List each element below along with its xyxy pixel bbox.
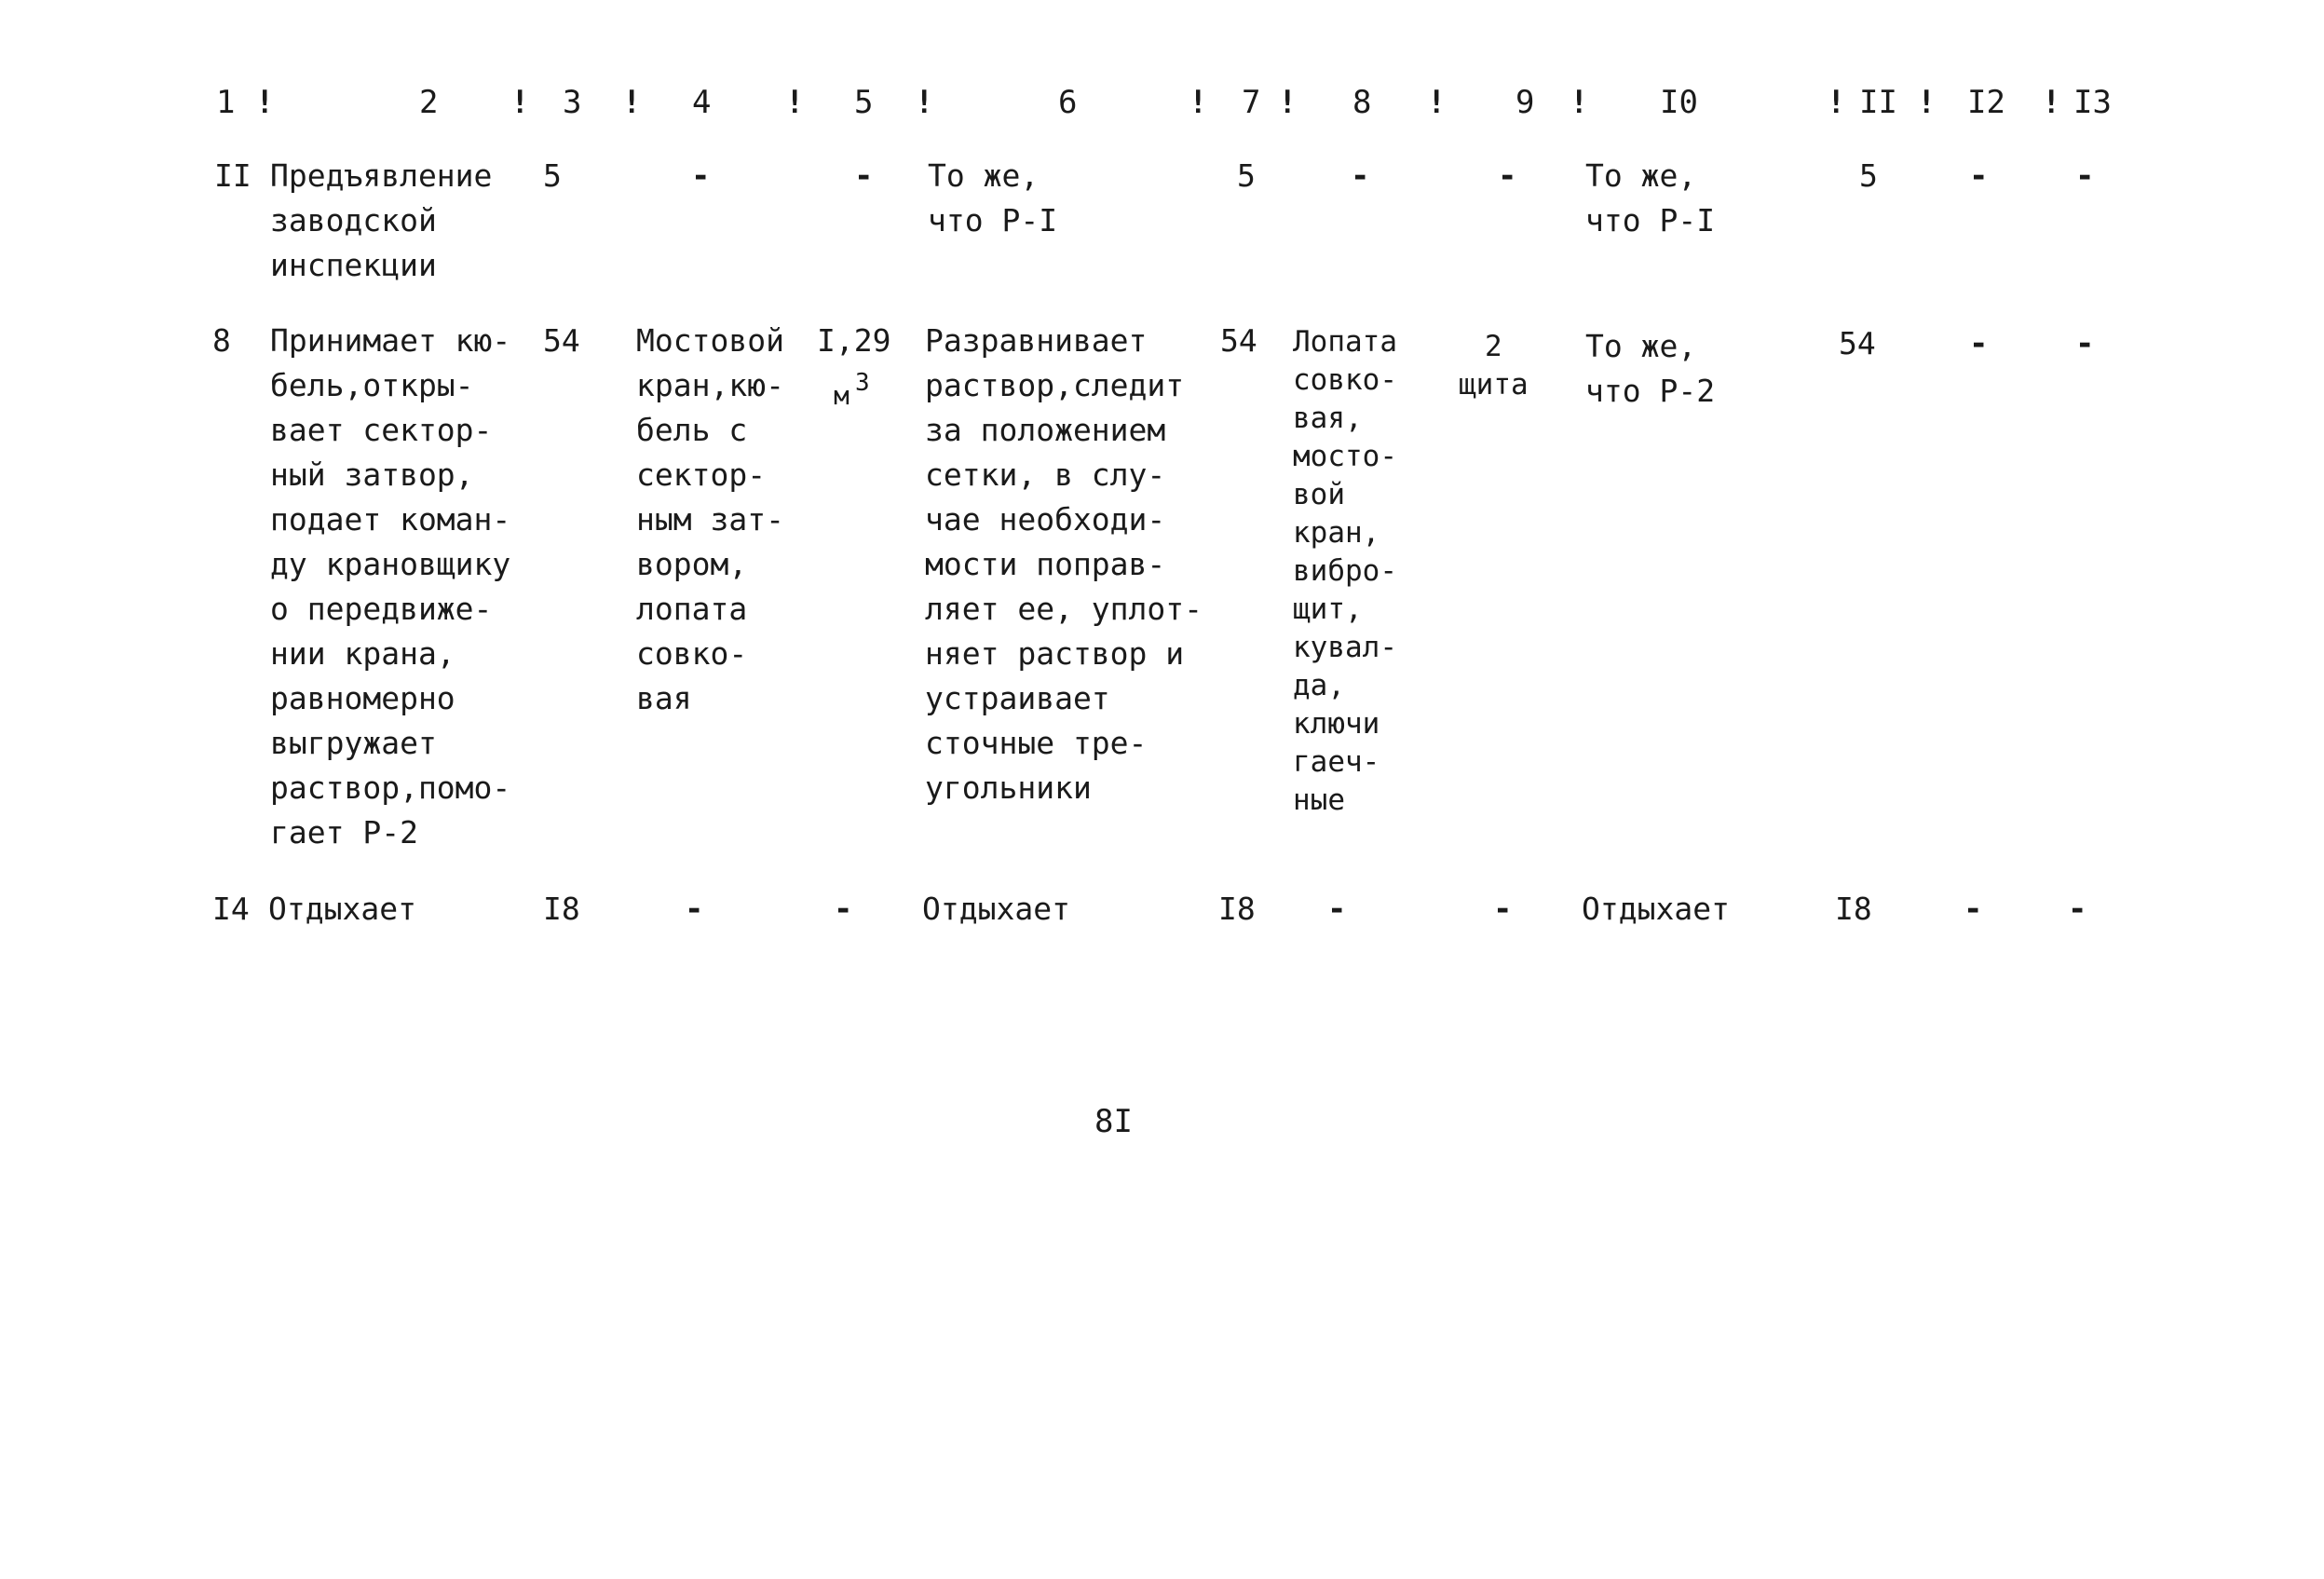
header-separator: ! — [1827, 84, 1846, 121]
time-value: I8 — [1218, 891, 1256, 927]
header-separator: ! — [255, 84, 275, 121]
operation-text: То же, что Р-I — [928, 157, 1058, 238]
operation-text: То же, что Р-I — [1585, 157, 1716, 238]
header-col-10: I0 — [1660, 84, 1698, 121]
empty-dash: - — [2075, 157, 2095, 195]
time-value: 5 — [543, 157, 562, 194]
header-separator: ! — [510, 84, 530, 121]
empty-dash: - — [1493, 891, 1513, 928]
volume-value: I,29 — [817, 322, 891, 359]
empty-dash: - — [685, 891, 704, 928]
time-value: 5 — [1859, 157, 1878, 194]
header-col-9: 9 — [1515, 84, 1535, 121]
header-separator: ! — [1917, 84, 1937, 121]
operation-text: Отдыхает — [268, 891, 416, 927]
header-col-11: II — [1859, 84, 1897, 121]
header-col-6: 6 — [1058, 84, 1078, 121]
operation-text: Отдыхает — [922, 891, 1070, 927]
empty-dash: - — [1969, 325, 1989, 362]
empty-dash: - — [854, 157, 874, 195]
header-separator: ! — [2042, 84, 2061, 121]
header-col-13: I3 — [2073, 84, 2112, 121]
time-value: I8 — [1835, 891, 1872, 927]
time-value: 5 — [1237, 157, 1256, 194]
header-col-5: 5 — [854, 84, 874, 121]
empty-dash: - — [691, 157, 711, 195]
row-code: II — [214, 157, 251, 194]
empty-dash: - — [1964, 891, 1983, 928]
header-separator: ! — [1570, 84, 1589, 121]
row-code: I4 — [212, 891, 250, 927]
header-separator: ! — [915, 84, 934, 121]
row-code: 8 — [212, 322, 231, 359]
operation-text: То же, что Р-2 — [1585, 328, 1716, 409]
time-value: 54 — [1839, 325, 1876, 361]
page-number: 8I — [1094, 1103, 1133, 1140]
time-value: 54 — [543, 322, 580, 359]
empty-dash: - — [2075, 325, 2095, 362]
header-col-3: 3 — [563, 84, 582, 121]
volume-unit-exponent: 3 — [855, 369, 870, 397]
operation-text: Отдыхает — [1582, 891, 1730, 927]
header-separator: ! — [1189, 84, 1208, 121]
header-separator: ! — [622, 84, 642, 121]
operation-text: Предъявление заводской инспекции — [270, 157, 493, 283]
header-col-12: I2 — [1967, 84, 2005, 121]
header-separator: ! — [1278, 84, 1298, 121]
equipment-text: Мостовой кран,кю- бель с сектор- ным зат- вором, лопата совко- вая — [636, 322, 784, 716]
empty-dash: - — [1351, 157, 1370, 195]
quantity-text: 2 щита — [1459, 330, 1529, 402]
header-separator: ! — [1427, 84, 1447, 121]
empty-dash: - — [1969, 157, 1989, 195]
empty-dash: - — [1327, 891, 1347, 928]
operation-text: Разравнивает раствор,следит за положением сетки, в слу- чае необходи- мости поправ- ляет ее, уплот- няет раствор и устраивает сточные тре- угольники — [925, 322, 1203, 806]
time-value: I8 — [543, 891, 580, 927]
header-col-4: 4 — [692, 84, 712, 121]
empty-dash: - — [834, 891, 853, 928]
empty-dash: - — [2068, 891, 2087, 928]
empty-dash: - — [1498, 157, 1517, 195]
header-separator: ! — [785, 84, 805, 121]
time-value: 54 — [1220, 322, 1257, 359]
header-col-7: 7 — [1242, 84, 1261, 121]
header-col-8: 8 — [1352, 84, 1372, 121]
operation-text: Принимает кю- бель,откры- вает сектор- ный затвор, подает коман- ду крановщику о передвиже- нии крана, равномерно выгружает раствор,помо- гает Р-2 — [270, 322, 511, 851]
equipment-text: Лопата совко- вая, мосто- вой кран, вибро- щит, кувал- да, ключи гаеч- ные — [1293, 325, 1397, 817]
header-col-2: 2 — [419, 84, 439, 121]
header-col-1: 1 — [216, 84, 236, 121]
volume-unit: м — [834, 380, 849, 411]
